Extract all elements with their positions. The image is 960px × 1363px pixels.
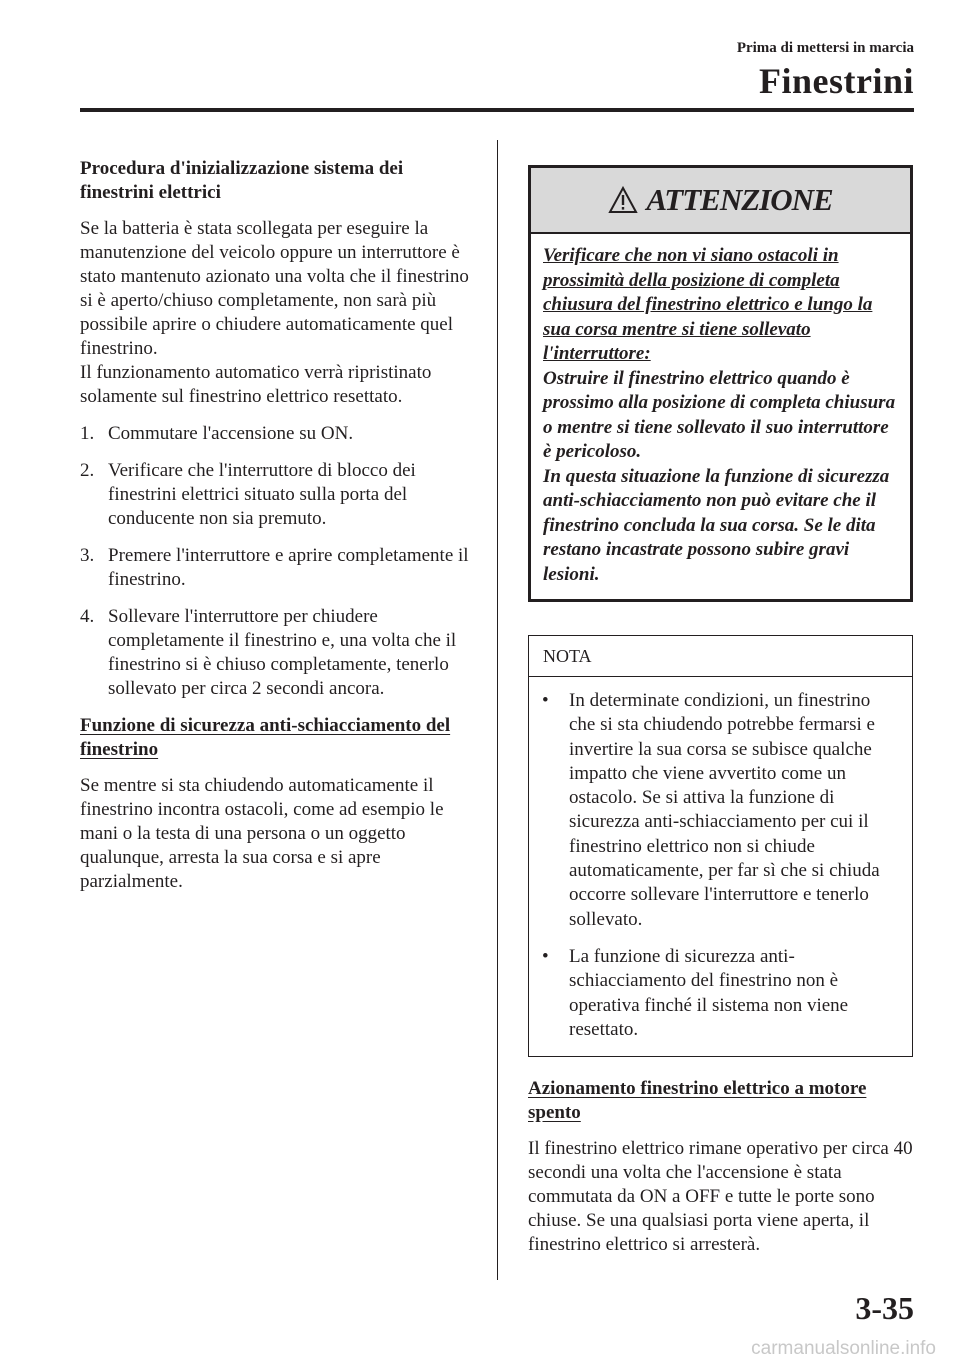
- note-item: • La funzione di sicurezza anti-schiacciamento del finestrino non è operativa finché il sistema non viene resettato.: [541, 945, 898, 1042]
- bullet-icon: •: [542, 945, 549, 967]
- anti-pinch-paragraph: Se mentre si sta chiudendo automaticamente il finestrino incontra ostacoli, come ad esempio le mani o la testa di una persona o un oggetto qualunque, arresta la sua corsa e si apre parzialmente.: [80, 775, 444, 892]
- page-title: Finestrini: [759, 61, 914, 101]
- init-procedure-heading: Procedura d'inizializzazione sistema dei finestrini elettrici: [80, 158, 404, 203]
- header-section: Prima di mettersi in marcia: [736, 40, 914, 56]
- engine-off-heading: Azionamento finestrino elettrico a motore spento: [528, 1078, 867, 1124]
- engine-off-section: [528, 1077, 913, 1257]
- header-rule: [80, 108, 914, 112]
- intro-paragraph-2: Il funzionamento automatico verrà ripristinato solamente sul finestrino elettrico resettato.: [80, 362, 432, 407]
- right-column: [528, 165, 913, 1257]
- note-body: [529, 677, 912, 1056]
- warning-header: [531, 168, 910, 234]
- watermark: carmanualsonline.info: [751, 1338, 936, 1359]
- warning-box: [528, 165, 913, 602]
- engine-off-paragraph: Il finestrino elettrico rimane operativo per circa 40 secondi una volta che l'accensione è stata commutata da ON a OFF e tutte le porte sono chiuse. Se una qualsiasi porta viene aperta, il finestrino elettrico si arresterà.: [528, 1138, 913, 1256]
- warning-triangle-icon: [608, 186, 638, 214]
- procedure-steps: [80, 422, 475, 701]
- warning-text-2: In questa situazione la funzione di sicurezza anti-schiacciamento non può evitare che il finestrino concluda la sua corsa. Se le dita restano incastrate possono subire gravi lesioni.: [543, 465, 890, 585]
- warning-underlined-text: Verificare che non vi siano ostacoli in prossimità della posizione di completa chiusura del finestrino elettrico e lungo la sua corsa mentre si tiene sollevato l'interruttore:: [543, 245, 873, 364]
- note-box: [528, 635, 913, 1057]
- warning-text-1: Ostruire il finestrino elettrico quando è prossimo alla posizione di completa chiusura o mentre si tiene sollevato il suo interruttore è pericoloso.: [543, 367, 896, 462]
- step-item: 4. Sollevare l'interruttore per chiudere completamente il finestrino e, una volta che il finestrino si è chiuso completamente, tenerlo sollevato per circa 2 secondi ancora.: [80, 606, 457, 699]
- page-number: 3-35: [855, 1290, 914, 1326]
- step-item: 1. Commutare l'accensione su ON.: [80, 423, 354, 444]
- bullet-icon: •: [542, 690, 549, 711]
- column-divider: [497, 140, 498, 1280]
- note-title: NOTA: [529, 636, 912, 677]
- anti-pinch-heading: Funzione di sicurezza anti-schiacciamento del finestrino: [80, 715, 451, 760]
- step-item: 3. Premere l'interruttore e aprire completamente il finestrino.: [80, 545, 469, 590]
- intro-paragraph-1: Se la batteria è stata scollegata per eseguire la manutenzione del veicolo oppure un interruttore è stato mantenuto azionato una volta che il finestrino si è aperto/chiuso completamente, non sarà più possibile aprire o chiudere automaticamente quel finestrino.: [80, 218, 469, 359]
- warning-title: ATTENZIONE: [646, 182, 833, 217]
- step-item: 2. Verificare che l'interruttore di blocco dei finestrini elettrici situato sulla porta del conducente non sia premuto.: [80, 460, 416, 529]
- note-item: • In determinate condizioni, un finestrino che si sta chiudendo potrebbe fermarsi e invertire la sua corsa se subisce qualche impatto che viene avvertito come un ostacolo. Se si attiva la funzione di sicurezza anti-schiacciamento per cui il finestrino elettrico non si chiude automaticamente, per far sì che si chiuda occorre sollevare l'interruttore e tenerlo sollevato.: [541, 689, 898, 932]
- warning-body: [531, 234, 910, 599]
- left-column: [80, 157, 475, 894]
